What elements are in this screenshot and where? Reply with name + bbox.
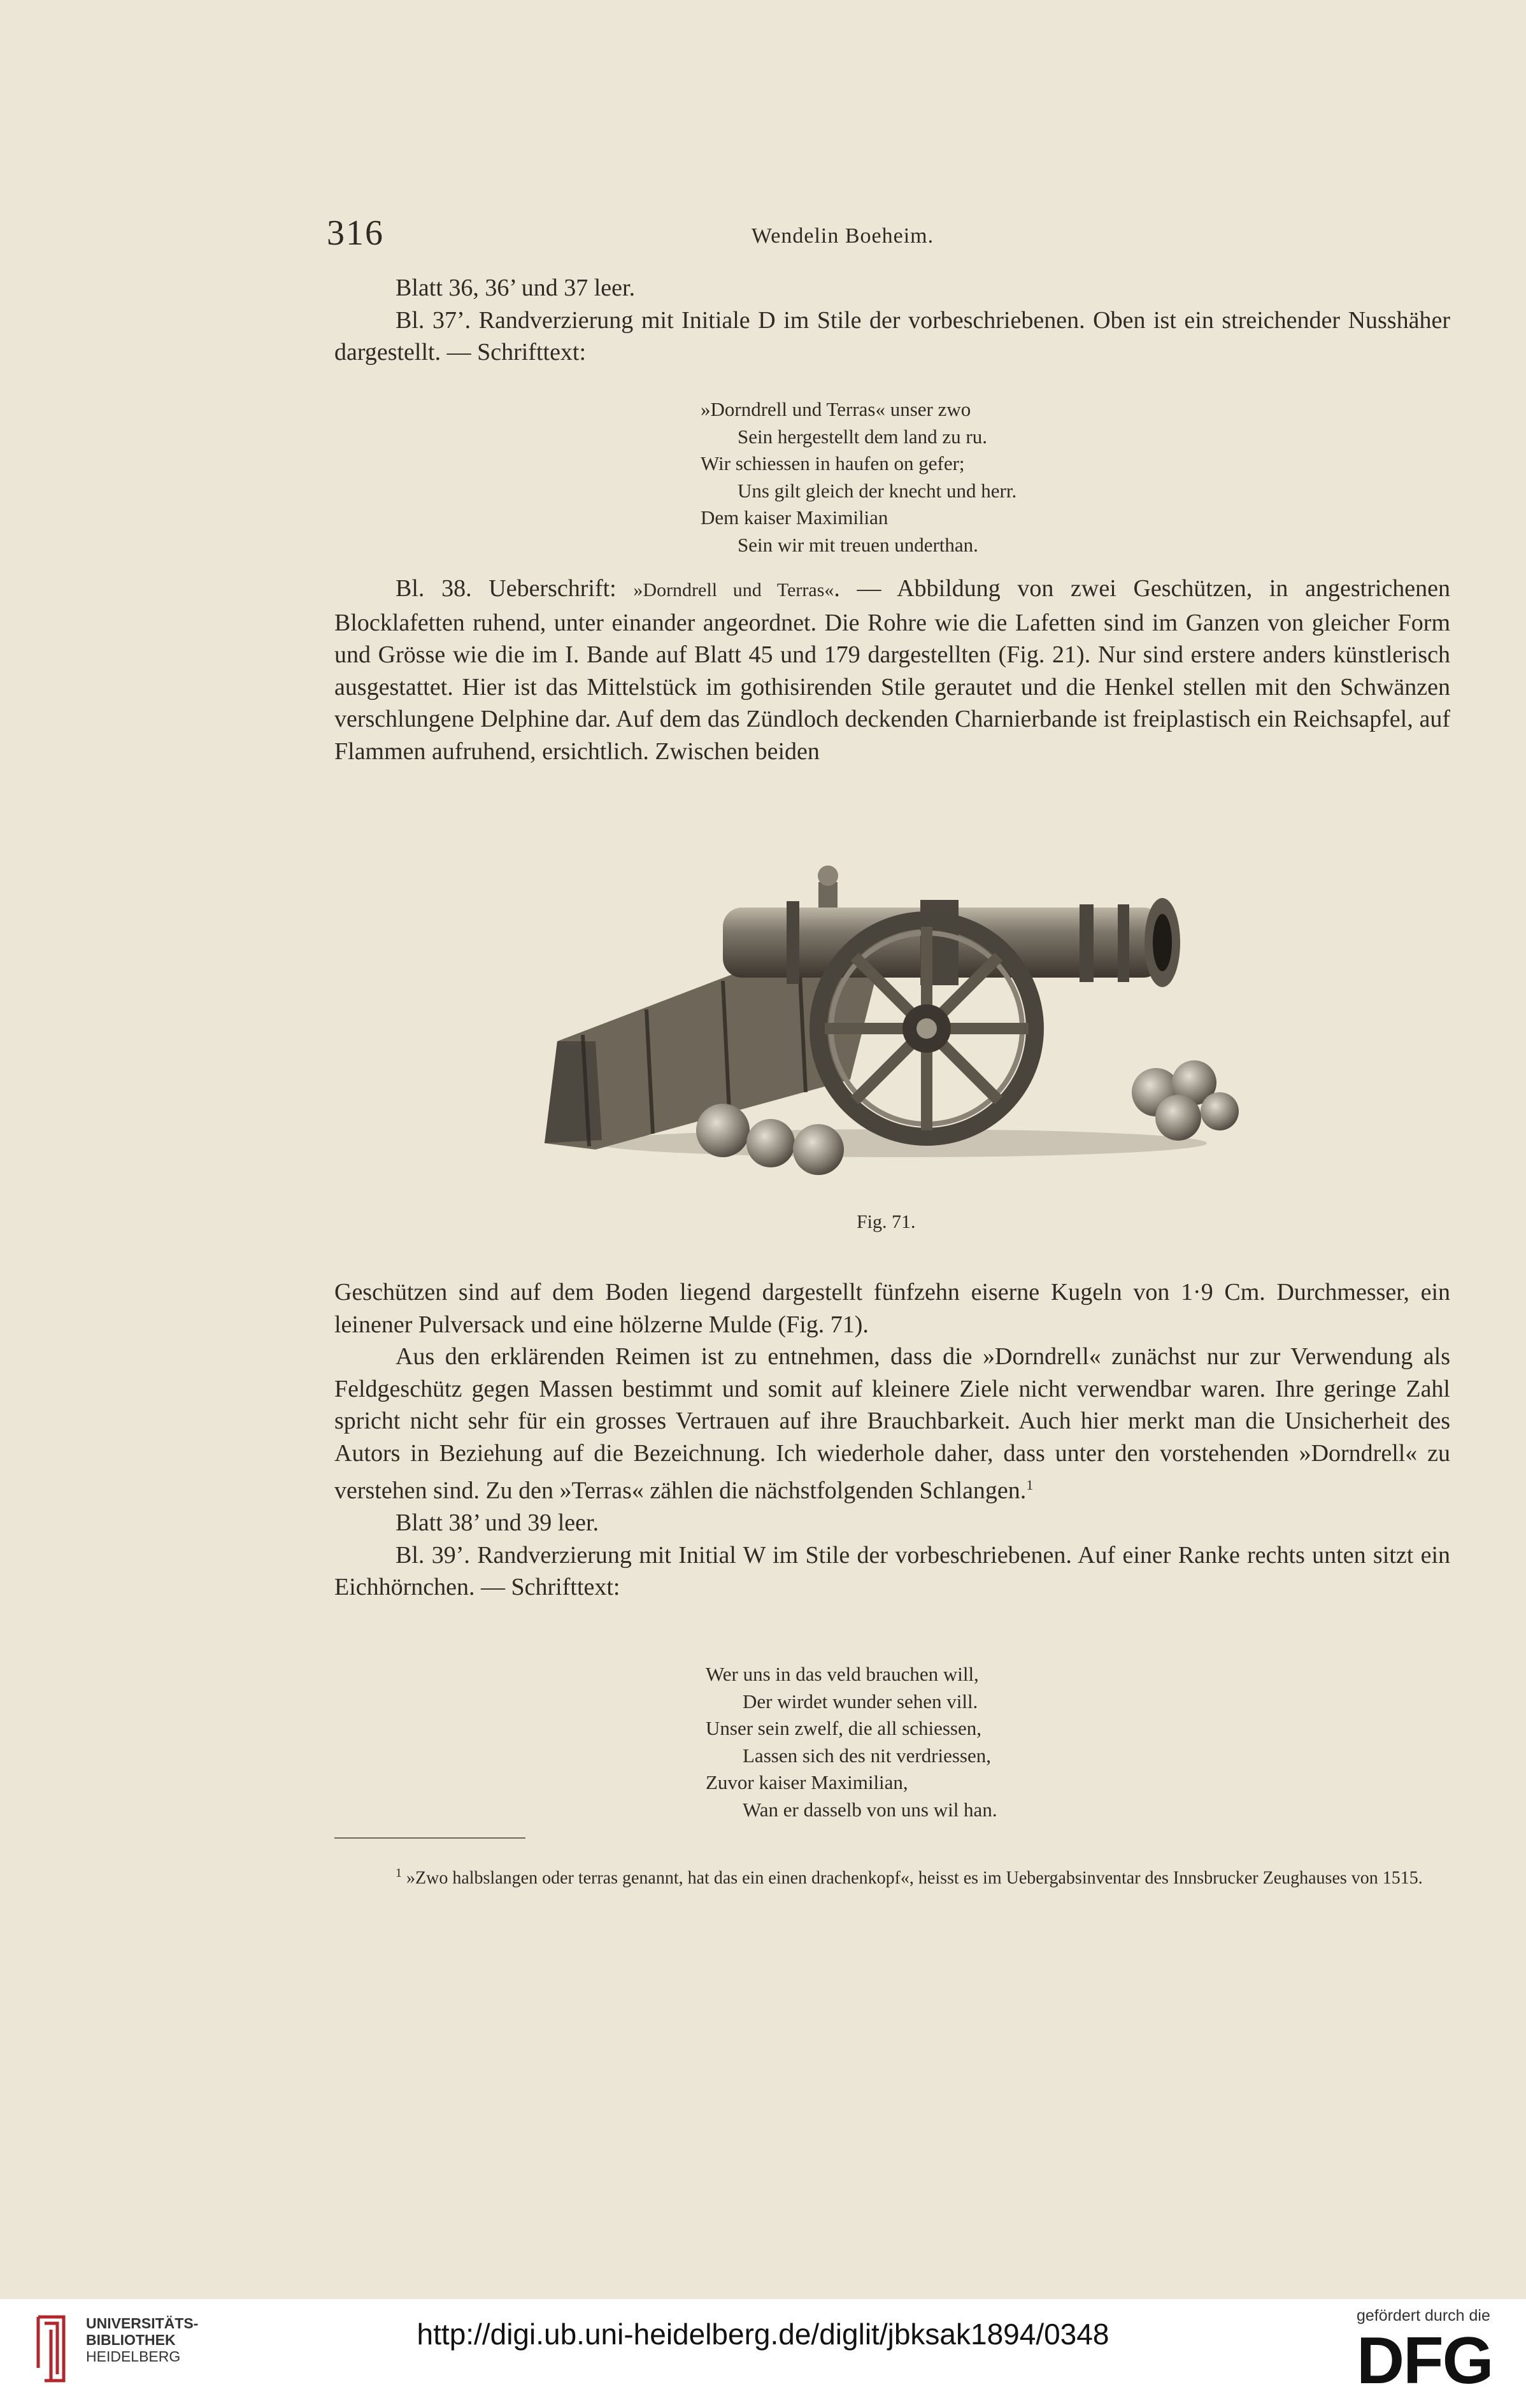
verse-line: Unser sein zwelf, die all schiessen,	[706, 1717, 982, 1739]
verse-line: Dem kaiser Maximilian	[701, 506, 888, 529]
library-line-3: HEIDELBERG	[86, 2348, 181, 2365]
footnote-text: »Zwo halbslangen oder terras genannt, hat das ein einen drachenkopf«, heisst es im Uebergabsinventar des Innsbrucker Zeughauses von 1515.	[406, 1868, 1423, 1888]
funding-note: gefördert durch die	[1357, 2307, 1490, 2325]
text-block-top	[334, 272, 1450, 369]
verse-block-1	[701, 396, 1016, 559]
verse-line: Wir schiessen in haufen on gefer;	[701, 452, 965, 474]
paragraph: Blatt 38’ und 39 leer.	[396, 1509, 599, 1537]
paragraph: Geschützen sind auf dem Boden liegend dargestellt fünfzehn eiserne Kugeln von 1·9 Cm. Durchmesser, ein leinener Pulversack und eine hölzerne Mulde (Fig. 71).	[334, 1279, 1450, 1338]
library-line-1: UNIVERSITÄTS-	[86, 2315, 199, 2332]
verse-line: Sein wir mit treuen underthan.	[738, 533, 978, 556]
footnote	[334, 1860, 1450, 1891]
verse-line: Zuvor kaiser Maximilian,	[706, 1771, 908, 1793]
permalink-url[interactable]: http://digi.ub.uni-heidelberg.de/diglit/jbksak1894/0348	[417, 2318, 1109, 2351]
paragraph-rest: . — Abbildung von zwei Geschützen, in angestrichenen Blocklafetten ruhend, unter einander angeordnet. Die Rohre wie die Lafetten sind im Ganzen von gleicher Form und Grösse wie die im I. Bande auf Blatt 45 und 179 dargestellten (Fig. 21). Nur sind erstere anders künstlerisch ausgestattet. Hier ist das Mittelstück im gothisirenden Stile gerautet und die Henkel stellen mit den Schwänzen verschlungene Delphine dar. Auf dem das Zündloch deckenden Charnierbande ist freiplastisch ein Reichsapfel, auf Flammen aufruhend, ersichtlich. Zwischen beiden	[334, 575, 1450, 765]
verse-line: Wer uns in das veld brauchen will,	[706, 1663, 979, 1685]
footnote-reference: 1	[1026, 1477, 1034, 1493]
small-caps-title: »Dorndrell und Terras«	[633, 580, 834, 601]
paragraph-lead: Bl. 38. Ueberschrift:	[396, 575, 634, 602]
text-block-lower	[334, 1276, 1450, 1604]
text-block-middle	[334, 573, 1450, 767]
verse-line: Uns gilt gleich der knecht und herr.	[738, 479, 1017, 502]
paragraph: Bl. 37’. Randverzierung mit Initiale D im Stile der vorbeschriebenen. Oben ist ein streichender Nusshäher dargestellt. — Schrifttext:	[334, 306, 1450, 366]
paragraph: Blatt 36, 36’ und 37 leer.	[396, 274, 636, 301]
paragraph-text: Aus den erklärenden Reimen ist zu entnehmen, dass die »Dorndrell« zunächst nur zur Verwendung als Feldgeschütz gegen Massen bestimmt und somit auf kleinere Ziele nicht verwendbar waren. Ihre geringe Zahl spricht nicht sehr für ein grosses Vertrauen auf ihre Brauchbarkeit. Auch hier merkt man die Unsicherheit des Autors in Beziehung auf die Bezeichnung. Ich wiederhole daher, dass unter den vorstehenden »Dorndrell« zu verstehen sind. Zu den »Terras« zählen die nächstfolgenden Schlangen.	[334, 1343, 1450, 1504]
dfg-logo: DFG	[1357, 2324, 1493, 2398]
verse-block-2	[706, 1661, 997, 1823]
paragraph	[334, 573, 1450, 767]
verse-line: »Dorndrell und Terras« unser zwo	[701, 398, 971, 420]
cannon-illustration	[519, 812, 1283, 1181]
paragraph: Bl. 39’. Randverzierung mit Initial W im Stile der vorbeschriebenen. Auf einer Ranke rechts unten sitzt ein Eichhörnchen. — Schrifttext:	[334, 1541, 1450, 1601]
verse-line: Wan er dasselb von uns wil han.	[743, 1798, 997, 1821]
running-head: Wendelin Boeheim.	[751, 224, 934, 248]
paragraph	[334, 1341, 1450, 1507]
footer-bar	[0, 2299, 1526, 2408]
verse-line: Der wirdet wunder sehen vill.	[743, 1690, 978, 1713]
verse-line: Sein hergestellt dem land zu ru.	[738, 425, 987, 448]
footnote-mark: 1	[396, 1866, 402, 1880]
verse-line: Lassen sich des nit verdriessen,	[743, 1744, 991, 1767]
page-number: 316	[327, 213, 384, 253]
library-line-2: BIBLIOTHEK	[86, 2332, 176, 2348]
footnote-rule	[334, 1837, 525, 1839]
figure-caption: Fig. 71.	[857, 1211, 916, 1232]
